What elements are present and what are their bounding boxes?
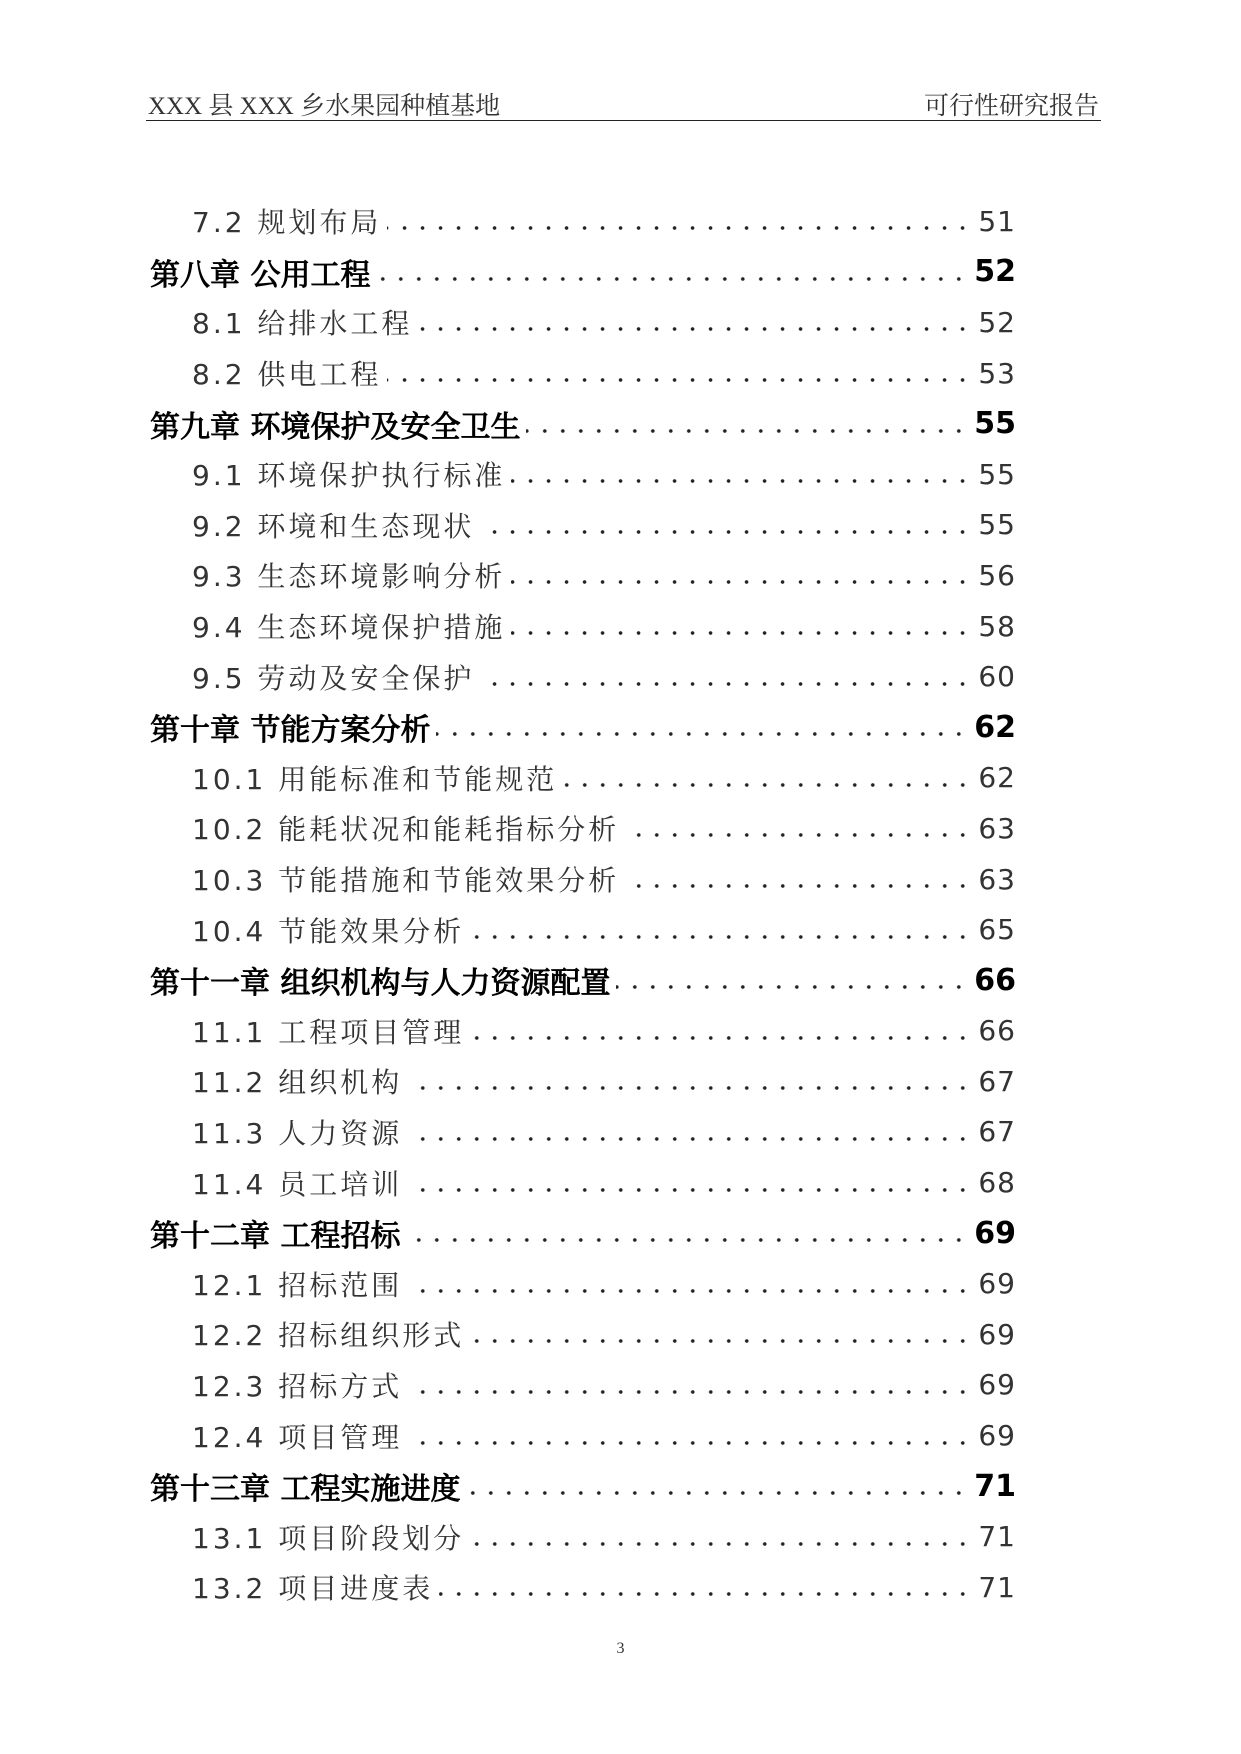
- toc-entry-page-number: 52: [978, 305, 1016, 339]
- toc-dot-leader: [625, 831, 972, 839]
- toc-dot-leader: [406, 1236, 968, 1244]
- toc-section-entry[interactable]: [150, 348, 1016, 399]
- toc-dot-leader: [480, 528, 972, 536]
- toc-section-entry[interactable]: [150, 601, 1016, 652]
- toc-entry-title: 11.1 工程项目管理: [192, 1011, 470, 1051]
- toc-entry-title: 10.3 节能措施和节能效果分析: [192, 859, 625, 899]
- toc-entry-title: 8.2 供电工程: [192, 353, 387, 393]
- toc-entry-title: 11.3 人力资源: [192, 1112, 408, 1152]
- toc-section-entry[interactable]: [150, 297, 1016, 348]
- toc-entry-title: 9.5 劳动及安全保护: [192, 657, 480, 697]
- toc-section-entry[interactable]: [150, 854, 1016, 905]
- toc-section-entry[interactable]: [150, 1157, 1016, 1208]
- toc-entry-page-number: 56: [978, 558, 1016, 592]
- toc-entry-page-number: 69: [978, 1317, 1016, 1351]
- toc-chapter-entry[interactable]: [150, 1461, 1016, 1512]
- toc-entry-page-number: 67: [978, 1064, 1016, 1098]
- toc-section-entry[interactable]: [150, 651, 1016, 702]
- toc-dot-leader: [511, 578, 972, 586]
- toc-section-entry[interactable]: [150, 500, 1016, 551]
- toc-entry-title: 13.1 项目阶段划分: [192, 1517, 470, 1557]
- toc-entry-page-number: 58: [978, 609, 1016, 643]
- toc-entry-page-number: 55: [978, 457, 1016, 491]
- toc-dot-leader: [408, 1135, 972, 1143]
- toc-entry-page-number: 66: [978, 1014, 1016, 1048]
- toc-entry-title: 10.2 能耗状况和能耗指标分析: [192, 808, 625, 848]
- toc-entry-title: 9.1 环境保护执行标准: [192, 454, 511, 494]
- header-report-type: 可行性研究报告: [923, 93, 1099, 120]
- toc-entry-title: 第九章 环境保护及安全卫生: [150, 402, 526, 446]
- toc-dot-leader: [387, 376, 972, 384]
- toc-entry-title: 12.4 项目管理: [192, 1416, 408, 1456]
- toc-entry-title: 10.4 节能效果分析: [192, 910, 470, 950]
- toc-dot-leader: [439, 1590, 972, 1598]
- toc-dot-leader: [625, 882, 972, 890]
- toc-section-entry[interactable]: [150, 803, 1016, 854]
- toc-chapter-entry[interactable]: [150, 955, 1016, 1006]
- toc-entry-page-number: 69: [978, 1267, 1016, 1301]
- toc-entry-title: 第十三章 工程实施进度: [150, 1464, 466, 1508]
- toc-entry-page-number: 69: [978, 1368, 1016, 1402]
- toc-dot-leader: [616, 983, 968, 991]
- toc-entry-title: 12.3 招标方式: [192, 1365, 408, 1405]
- toc-section-entry[interactable]: [150, 1006, 1016, 1057]
- toc-entry-title: 9.3 生态环境影响分析: [192, 555, 511, 595]
- toc-section-entry[interactable]: [150, 904, 1016, 955]
- toc-entry-title: 11.4 员工培训: [192, 1163, 408, 1203]
- toc-dot-leader: [408, 1186, 972, 1194]
- toc-entry-title: 11.2 组织机构: [192, 1061, 408, 1101]
- toc-section-entry[interactable]: [150, 1309, 1016, 1360]
- toc-entry-title: 第十一章 组织机构与人力资源配置: [150, 958, 616, 1002]
- toc-entry-title: 12.2 招标组织形式: [192, 1314, 470, 1354]
- toc-entry-page-number: 65: [978, 913, 1016, 947]
- toc-dot-leader: [526, 427, 968, 435]
- table-of-contents: [150, 196, 1016, 1613]
- toc-entry-page-number: 55: [974, 406, 1016, 442]
- toc-entry-page-number: 53: [978, 356, 1016, 390]
- toc-chapter-entry[interactable]: [150, 247, 1016, 298]
- toc-entry-page-number: 71: [978, 1520, 1016, 1554]
- page-header: [146, 84, 1101, 121]
- toc-dot-leader: [408, 1388, 972, 1396]
- toc-entry-title: 9.4 生态环境保护措施: [192, 606, 511, 646]
- toc-entry-page-number: 69: [978, 1419, 1016, 1453]
- toc-entry-page-number: 52: [974, 254, 1016, 290]
- toc-section-entry[interactable]: [150, 1511, 1016, 1562]
- toc-section-entry[interactable]: [150, 1410, 1016, 1461]
- toc-dot-leader: [408, 1439, 972, 1447]
- toc-entry-title: 7.2 规划布局: [192, 201, 387, 241]
- toc-entry-page-number: 55: [978, 508, 1016, 542]
- toc-entry-title: 第十二章 工程招标: [150, 1211, 406, 1255]
- toc-section-entry[interactable]: [150, 1107, 1016, 1158]
- toc-entry-page-number: 66: [974, 962, 1016, 998]
- toc-entry-page-number: 51: [978, 204, 1016, 238]
- toc-section-entry[interactable]: [150, 449, 1016, 500]
- toc-entry-page-number: 69: [974, 1215, 1016, 1251]
- toc-chapter-entry[interactable]: [150, 1208, 1016, 1259]
- toc-dot-leader: [511, 477, 972, 485]
- toc-entry-title: 9.2 环境和生态现状: [192, 505, 480, 545]
- toc-entry-page-number: 71: [978, 1570, 1016, 1604]
- header-project-title: XXX 县 XXX 乡水果园种植基地: [148, 93, 501, 120]
- toc-section-entry[interactable]: [150, 1562, 1016, 1613]
- toc-entry-page-number: 63: [978, 811, 1016, 845]
- toc-chapter-entry[interactable]: [150, 398, 1016, 449]
- toc-chapter-entry[interactable]: [150, 702, 1016, 753]
- toc-entry-page-number: 67: [978, 1115, 1016, 1149]
- toc-dot-leader: [408, 1287, 972, 1295]
- toc-entry-page-number: 71: [974, 1468, 1016, 1504]
- toc-entry-title: 13.2 项目进度表: [192, 1567, 439, 1607]
- toc-section-entry[interactable]: [150, 1056, 1016, 1107]
- page-number: 3: [616, 1640, 625, 1657]
- toc-dot-leader: [436, 730, 968, 738]
- toc-section-entry[interactable]: [150, 196, 1016, 247]
- toc-dot-leader: [387, 224, 972, 232]
- toc-dot-leader: [470, 1034, 972, 1042]
- toc-dot-leader: [480, 680, 972, 688]
- toc-dot-leader: [470, 933, 972, 941]
- toc-dot-leader: [563, 781, 972, 789]
- toc-entry-page-number: 62: [978, 761, 1016, 795]
- toc-entry-page-number: 63: [978, 862, 1016, 896]
- toc-section-entry[interactable]: [150, 1360, 1016, 1411]
- toc-entry-title: 第十章 节能方案分析: [150, 705, 436, 749]
- toc-entry-title: 10.1 用能标准和节能规范: [192, 758, 563, 798]
- toc-dot-leader: [408, 1084, 972, 1092]
- toc-entry-title: 第八章 公用工程: [150, 250, 376, 294]
- toc-section-entry[interactable]: [150, 1258, 1016, 1309]
- toc-section-entry[interactable]: [150, 753, 1016, 804]
- toc-dot-leader: [466, 1489, 968, 1497]
- toc-dot-leader: [418, 325, 972, 333]
- toc-entry-title: 8.1 给排水工程: [192, 302, 418, 342]
- toc-dot-leader: [470, 1337, 972, 1345]
- toc-entry-page-number: 60: [978, 660, 1016, 694]
- toc-dot-leader: [470, 1540, 972, 1548]
- toc-dot-leader: [376, 275, 968, 283]
- toc-entry-page-number: 68: [978, 1166, 1016, 1200]
- toc-dot-leader: [511, 629, 972, 637]
- toc-entry-page-number: 62: [974, 709, 1016, 745]
- toc-entry-title: 12.1 招标范围: [192, 1264, 408, 1304]
- toc-section-entry[interactable]: [150, 550, 1016, 601]
